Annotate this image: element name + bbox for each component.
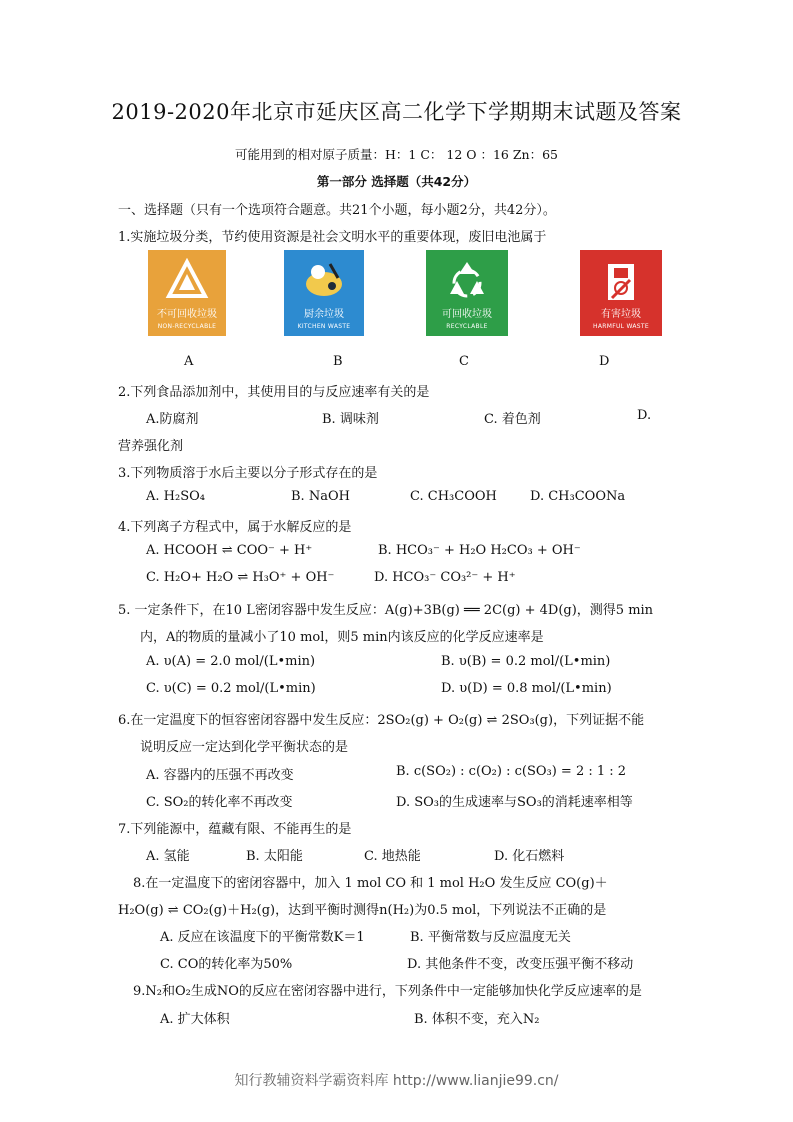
part-heading: 第一部分 选择题（共42分） [316, 174, 477, 189]
bin-c-image: 可回收垃圾 RECYCLABLE [426, 250, 508, 336]
q3-option-c: C. CH₃COOH [410, 489, 497, 504]
footer-watermark: 知行教辅资料学霸资料库 http://www.lianjie99.cn/ [234, 1073, 559, 1089]
q2-option-b: B. 调味剂 [322, 412, 379, 427]
q9-option-b: B. 体积不变，充入N₂ [414, 1012, 540, 1027]
q5-option-a: A. υ(A) = 2.0 mol/(L•min) [146, 654, 316, 669]
atomic-mass-note: 可能用到的相对原子质量：H：1 C： 12 O ：16 Zn：65 [235, 147, 558, 162]
q4-option-b: B. HCO₃⁻ + H₂O H₂CO₃ + OH⁻ [378, 543, 581, 558]
harmful-waste-icon [598, 258, 644, 308]
q3-option-b: B. NaOH [291, 489, 350, 504]
q2-option-a: A.防腐剂 [146, 412, 199, 427]
q1-stem: 1.实施垃圾分类，节约使用资源是社会文明水平的重要体现，废旧电池属于 [118, 230, 547, 245]
q6-stem-cont: 说明反应一定达到化学平衡状态的是 [140, 740, 349, 755]
q3-stem: 3.下列物质溶于水后主要以分子形式存在的是 [118, 466, 378, 481]
q5-option-d: D. υ(D) = 0.8 mol/(L•min) [441, 681, 612, 696]
page-title: 2019-2020年北京市延庆区高二化学下学期期末试题及答案 [111, 100, 682, 124]
q6-stem: 6.在一定温度下的恒容密闭容器中发生反应：2SO₂(g) + O₂(g) ⇌ 2SO₃(g)，下列证据不能 [118, 713, 645, 728]
q8-option-d: D. 其他条件不变，改变压强平衡不移动 [407, 957, 634, 972]
bin-d-image: 有害垃圾 HARMFUL WASTE [580, 250, 662, 336]
q7-stem: 7.下列能源中，蕴藏有限、不能再生的是 [118, 822, 352, 837]
q9-stem: 9.N₂和O₂生成NO的反应在密闭容器中进行，下列条件中一定能够加快化学反应速率的是 [133, 984, 642, 999]
q5-stem-cont: 内，A的物质的量减小了10 mol，则5 min内该反应的化学反应速率是 [140, 630, 544, 645]
q5-stem: 5. 一定条件下，在10 L密闭容器中发生反应：A(g)+3B(g) ══ 2C(g) + 4D(g)，测得5 min [118, 603, 654, 618]
q4-stem: 4.下列离子方程式中，属于水解反应的是 [118, 520, 352, 535]
non-recyclable-icon [165, 258, 209, 302]
q2-option-d-cont: 营养强化剂 [118, 439, 184, 454]
q7-option-b: B. 太阳能 [246, 849, 303, 864]
q8-option-c: C. CO的转化率为50% [160, 957, 293, 972]
q7-option-c: C. 地热能 [364, 849, 421, 864]
bin-c-letter: C [459, 354, 469, 369]
q3-option-d: D. CH₃COONa [530, 489, 626, 504]
bin-b-letter: B [333, 354, 343, 369]
bin-d-letter: D [599, 354, 610, 369]
q6-option-a: A. 容器内的压强不再改变 [146, 768, 294, 783]
kitchen-waste-icon [300, 258, 348, 302]
q8-option-a: A. 反应在该温度下的平衡常数K＝1 [160, 930, 365, 945]
q5-option-b: B. υ(B) = 0.2 mol/(L•min) [441, 654, 611, 669]
section-intro: 一、选择题（只有一个选项符合题意。共21个小题，每小题2分，共42分）。 [118, 203, 556, 218]
q4-option-a: A. HCOOH ⇌ COO⁻ + H⁺ [146, 543, 313, 558]
q2-option-d: D. [637, 408, 652, 423]
q3-option-a: A. H₂SO₄ [146, 489, 205, 504]
q6-option-d: D. SO₃的生成速率与SO₃的消耗速率相等 [396, 795, 633, 810]
q6-option-b: B. c(SO₂) : c(O₂) : c(SO₃) = 2 : 1 : 2 [396, 764, 627, 779]
q8-stem-cont: H₂O(g) ⇌ CO₂(g)＋H₂(g)，达到平衡时测得n(H₂)为0.5 mol，下列说法不正确的是 [118, 903, 607, 918]
q2-stem: 2.下列食品添加剂中，其使用目的与反应速率有关的是 [118, 385, 430, 400]
q4-option-d: D. HCO₃⁻ CO₃²⁻ + H⁺ [374, 570, 516, 585]
q4-option-c: C. H₂O+ H₂O ⇌ H₃O⁺ + OH⁻ [146, 570, 335, 585]
bin-b-image: 厨余垃圾 KITCHEN WASTE [284, 250, 364, 336]
bin-a-letter: A [184, 354, 194, 369]
bin-a-image: 不可回收垃圾 NON-RECYCLABLE [148, 250, 226, 336]
q9-option-a: A. 扩大体积 [160, 1012, 230, 1027]
recycle-icon [444, 258, 490, 302]
q7-option-a: A. 氢能 [146, 849, 190, 864]
q5-option-c: C. υ(C) = 0.2 mol/(L•min) [146, 681, 316, 696]
q8-option-b: B. 平衡常数与反应温度无关 [410, 930, 571, 945]
q8-stem: 8.在一定温度下的密闭容器中，加入 1 mol CO 和 1 mol H₂O 发生反应 CO(g)＋ [133, 876, 608, 891]
q2-option-c: C. 着色剂 [484, 412, 541, 427]
q7-option-d: D. 化石燃料 [494, 849, 565, 864]
q6-option-c: C. SO₂的转化率不再改变 [146, 795, 293, 810]
